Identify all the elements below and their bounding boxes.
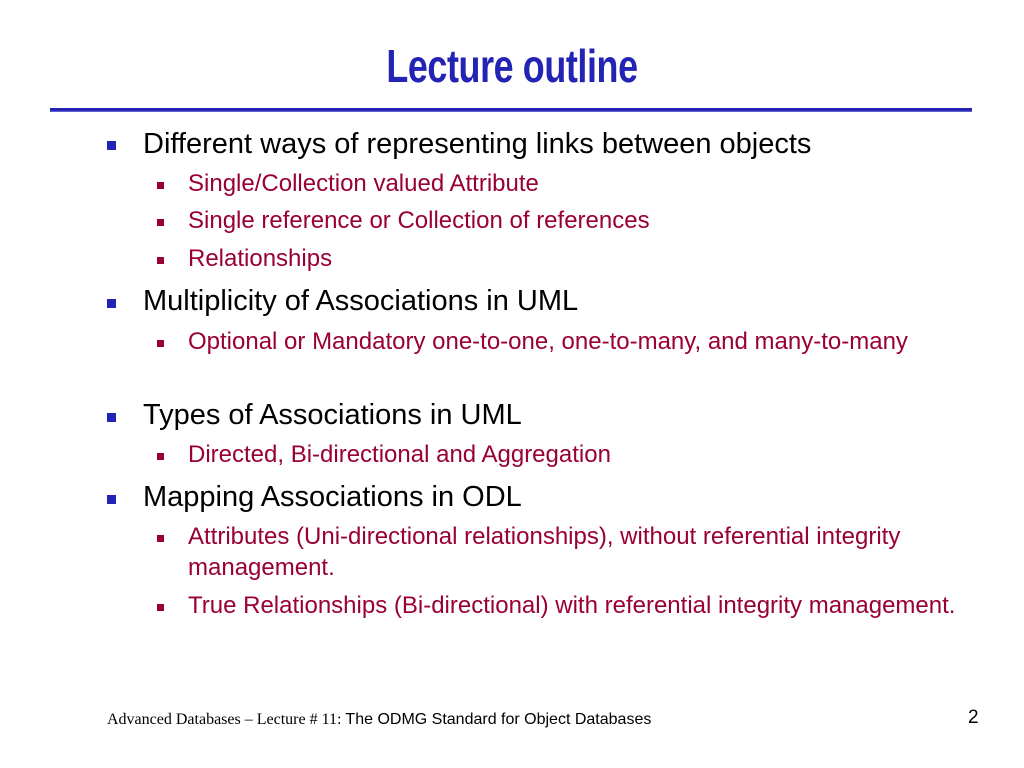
outline-subitem: Relationships — [188, 245, 333, 272]
square-bullet-icon — [157, 535, 164, 542]
square-bullet-icon — [107, 141, 116, 150]
slide-footer — [107, 710, 651, 730]
square-bullet-icon — [107, 299, 116, 308]
outline-subitem: True Relationships (Bi-directional) with referential integrity management. — [188, 592, 956, 619]
square-bullet-icon — [157, 182, 164, 189]
outline-subitem: Attributes (Uni-directional relationships), without referential integrity management. — [188, 523, 901, 581]
outline-subitem: Single/Collection valued Attribute — [188, 170, 539, 197]
square-bullet-icon — [107, 413, 116, 422]
square-bullet-icon — [107, 495, 116, 504]
outline-subitem: Directed, Bi-directional and Aggregation — [188, 441, 611, 468]
square-bullet-icon — [157, 453, 164, 460]
slide-title: Lecture outline — [386, 40, 638, 92]
square-bullet-icon — [157, 219, 164, 226]
outline-subitem: Single reference or Collection of references — [188, 207, 650, 234]
outline-item: Mapping Associations in ODL — [143, 481, 522, 513]
outline-item: Types of Associations in UML — [143, 399, 522, 431]
outline-subitem: Optional or Mandatory one-to-one, one-to-many, and many-to-many — [188, 328, 908, 355]
outline-item: Multiplicity of Associations in UML — [143, 285, 579, 317]
square-bullet-icon — [157, 257, 164, 264]
footer-course: Advanced Databases – Lecture # 11: — [107, 711, 346, 728]
footer-topic: The ODMG Standard for Object Databases — [345, 711, 652, 728]
page-number: 2 — [968, 707, 979, 728]
outline-item: Different ways of representing links between objects — [143, 128, 812, 160]
square-bullet-icon — [157, 340, 164, 347]
square-bullet-icon — [157, 604, 164, 611]
